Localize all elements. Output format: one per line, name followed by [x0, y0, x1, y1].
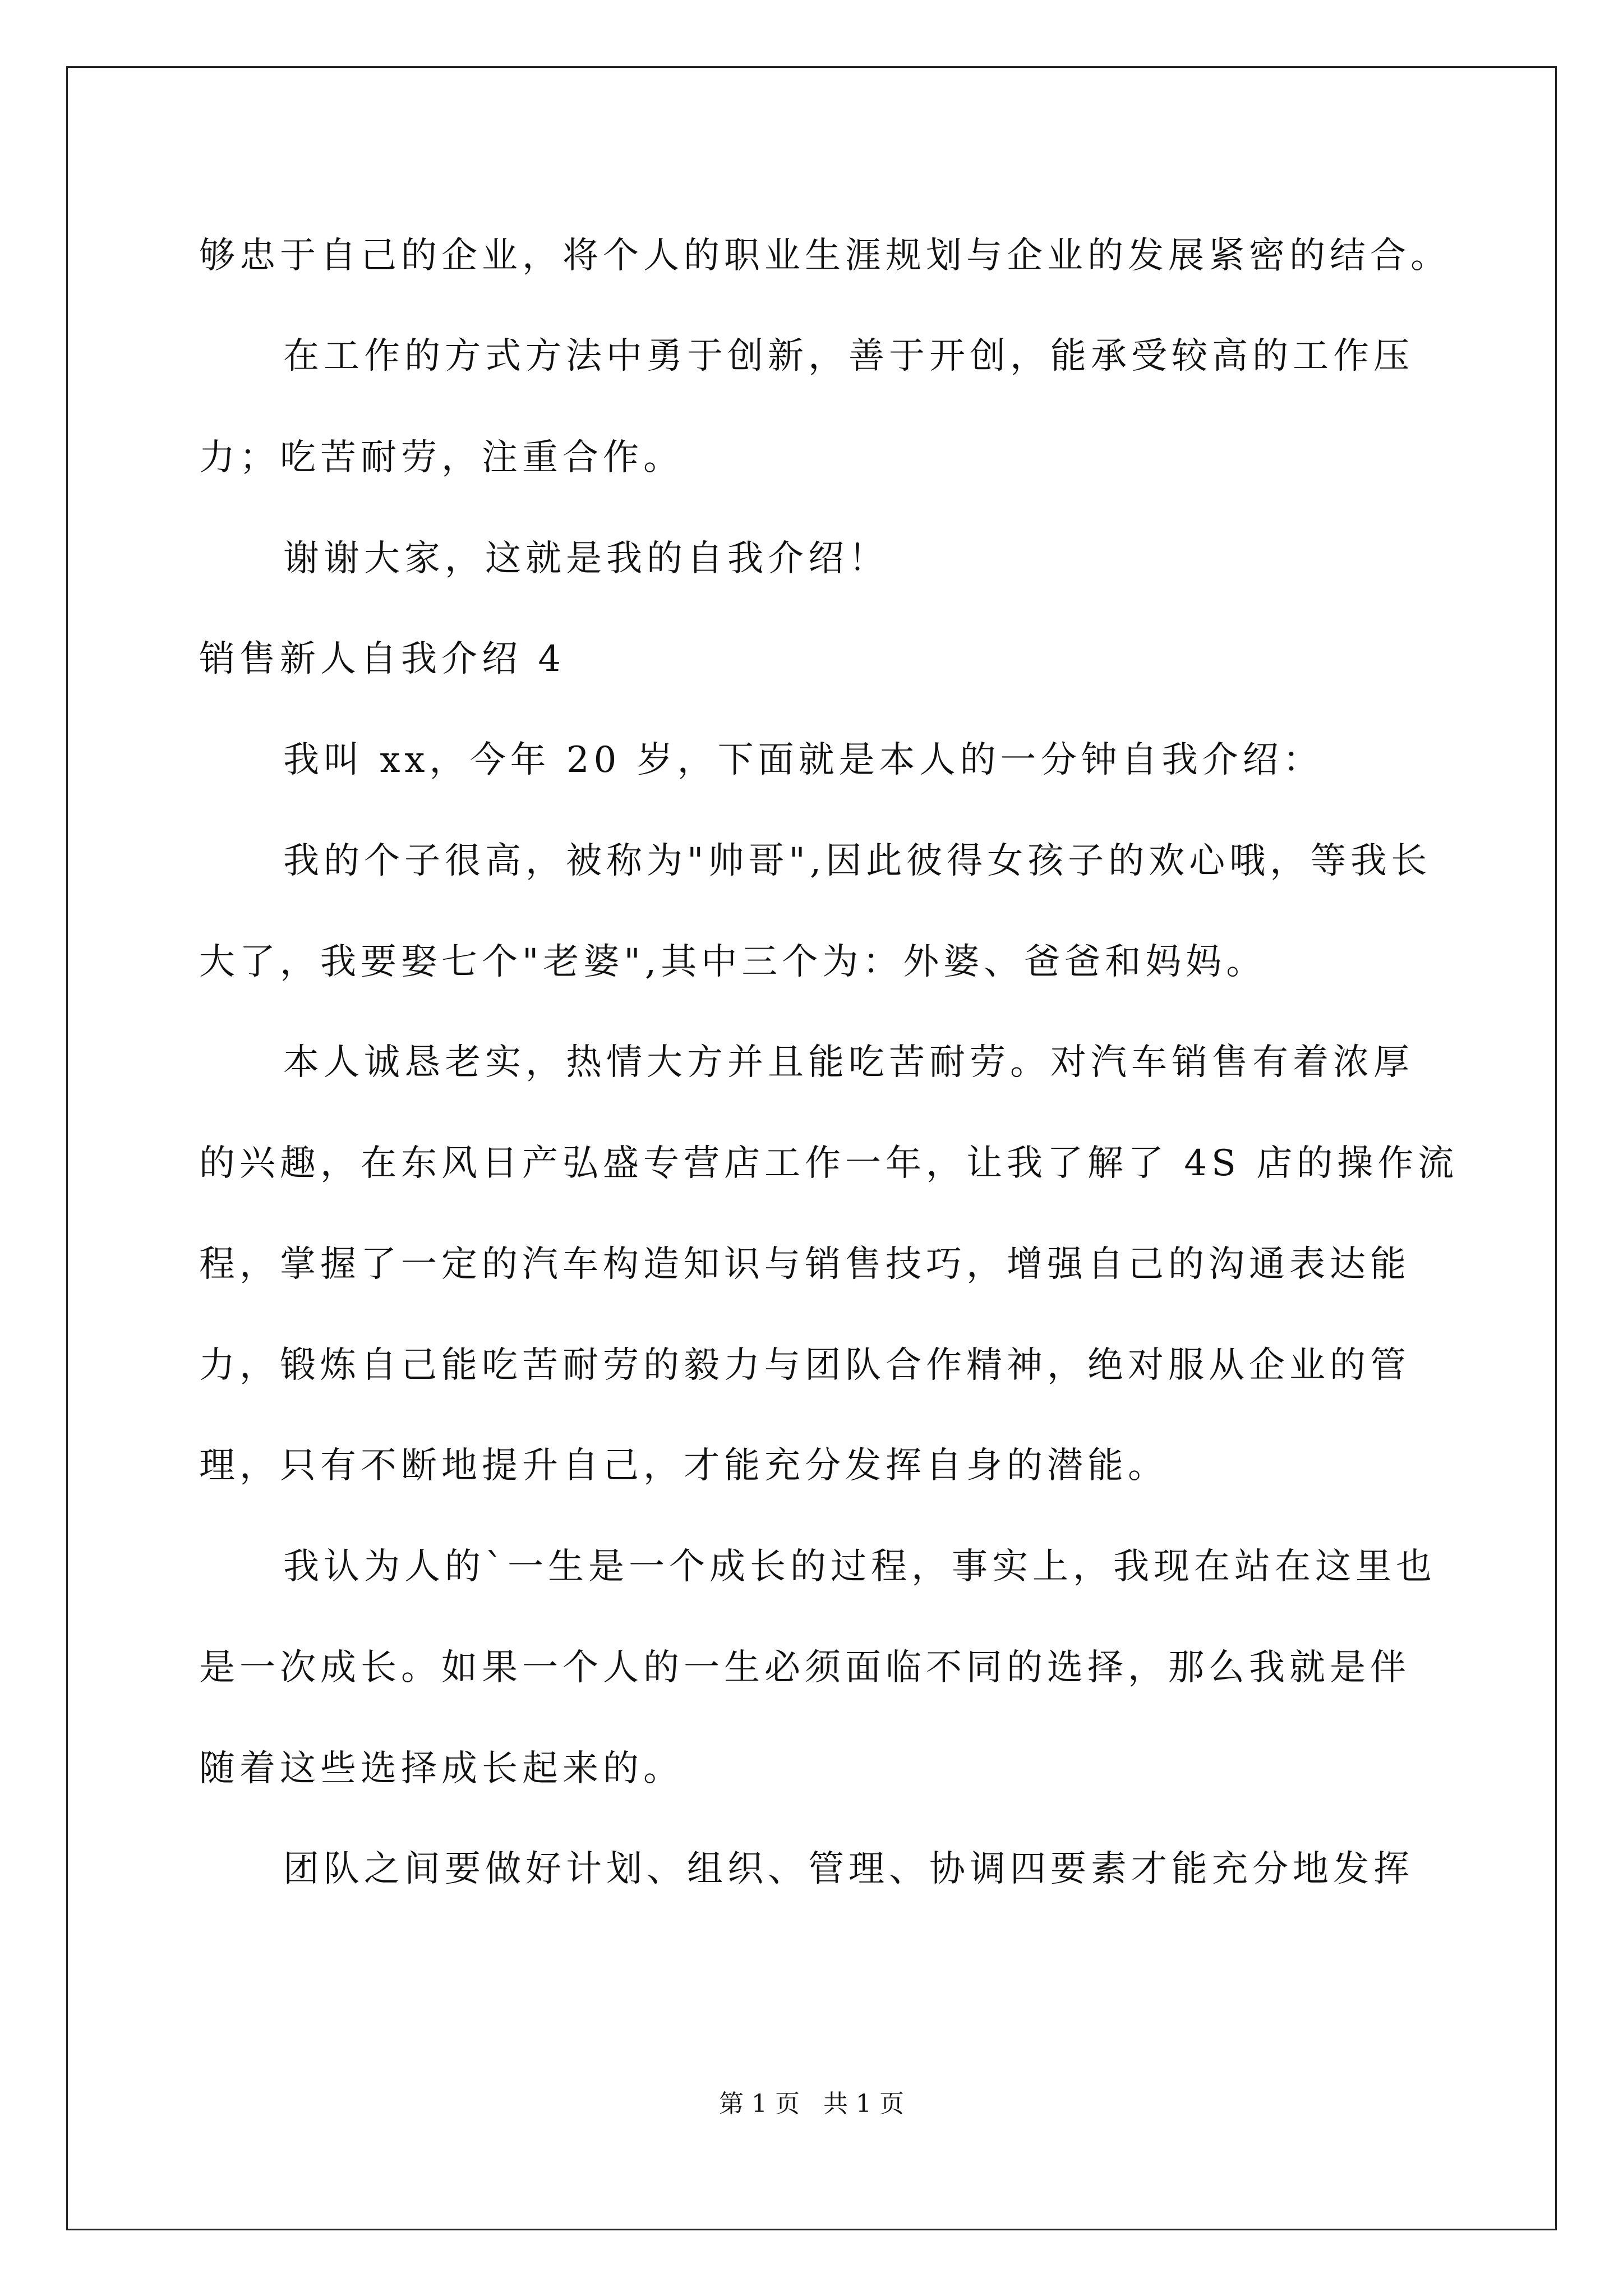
text-line-16: 随着这些选择成长起来的。 [199, 1748, 684, 1789]
text-line-14: 我认为人的`一生是一个成长的过程，事实上，我现在站在这里也 [283, 1546, 1436, 1588]
text-line-15: 是一次成长。如果一个人的一生必须面临不同的选择，那么我就是伴 [199, 1647, 1410, 1688]
text-line-3: 力；吃苦耐劳，注重合作。 [199, 437, 684, 478]
text-line-1: 够忠于自己的企业，将个人的职业生涯规划与企业的发展紧密的结合。 [199, 235, 1451, 277]
text-line-13: 理，只有不断地提升自己，才能充分发挥自身的潜能。 [199, 1445, 1168, 1487]
text-line-9: 本人诚恳老实，热情大方并且能吃苦耐劳。对汽车销售有着浓厚 [283, 1042, 1414, 1083]
text-line-10: 的兴趣，在东风日产弘盛专营店工作一年，让我了解了 4S 店的操作流 [199, 1143, 1459, 1184]
text-line-4: 谢谢大家，这就是我的自我介绍！ [283, 538, 889, 579]
text-line-17: 团队之间要做好计划、组织、管理、协调四要素才能充分地发挥 [283, 1848, 1414, 1890]
text-line-6: 我叫 xx，今年 20 岁，下面就是本人的一分钟自我介绍： [283, 739, 1324, 781]
text-line-12: 力，锻炼自己能吃苦耐劳的毅力与团队合作精神，绝对服从企业的管 [199, 1345, 1410, 1386]
text-line-2: 在工作的方式方法中勇于创新，善于开创，能承受较高的工作压 [283, 335, 1414, 377]
text-line-11: 程，掌握了一定的汽车构造知识与销售技巧，增强自己的沟通表达能 [199, 1244, 1410, 1285]
text-line-8: 大了，我要娶七个"老婆",其中三个为：外婆、爸爸和妈妈。 [199, 941, 1267, 983]
text-line-7: 我的个子很高，被称为"帅哥",因此彼得女孩子的欢心哦，等我长 [283, 840, 1432, 882]
page-footer: 第 1 页 共 1 页 [719, 2090, 904, 2118]
section-heading: 销售新人自我介绍 4 [199, 638, 566, 680]
